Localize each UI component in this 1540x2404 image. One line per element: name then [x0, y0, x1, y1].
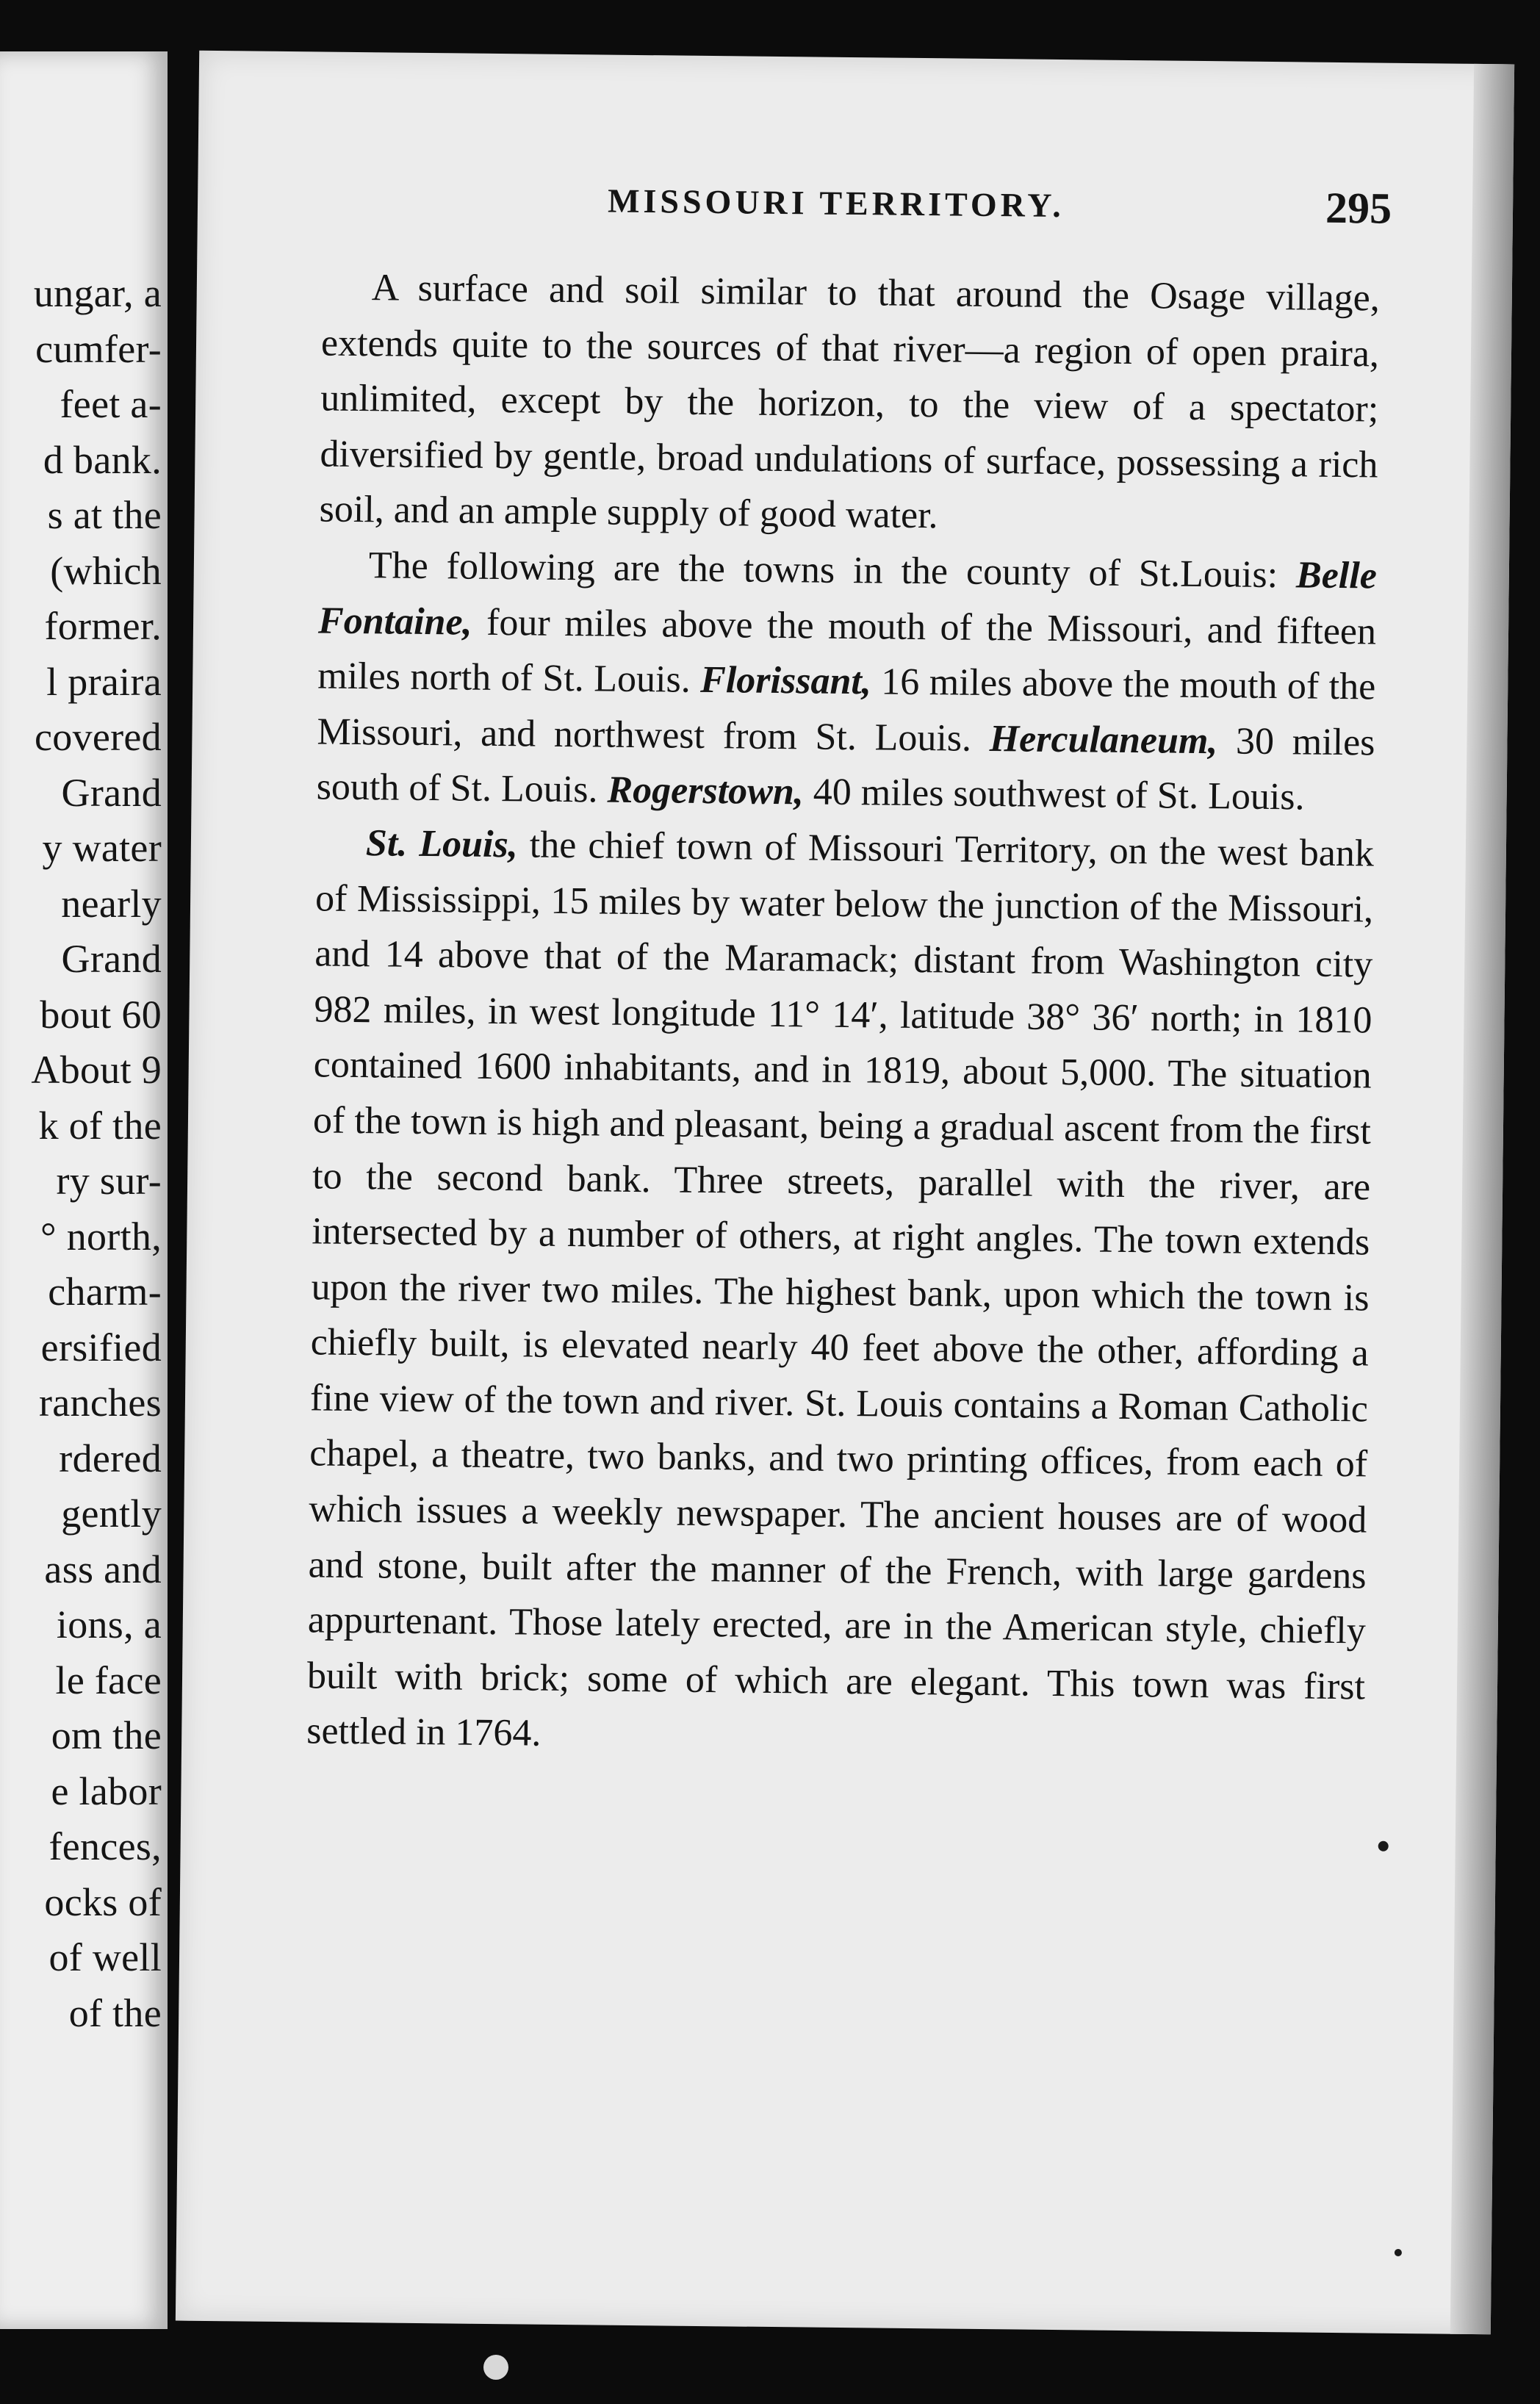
town-name-rogerstown: Rogerstown, — [607, 769, 805, 813]
left-page-line: feet a- — [60, 382, 162, 426]
left-page-line: Grand — [61, 937, 162, 981]
ink-speck — [1378, 1841, 1389, 1851]
main-page — [176, 51, 1514, 2335]
left-page-line: cumfer- — [35, 326, 162, 371]
town-name-herculaneum: Herculaneum, — [989, 717, 1218, 763]
left-facing-page — [0, 51, 168, 2329]
towns-intro: The following are the towns in the county of St.Louis: — [368, 544, 1278, 597]
left-page-line: le face — [55, 1658, 162, 1702]
left-page-line: d bank. — [43, 437, 162, 482]
left-page-line: of well — [48, 1935, 162, 1979]
town-desc-florissant: 16 miles above the mouth of the Missouri, and northwest from St. Louis. — [317, 661, 1376, 760]
town-name-st-louis: St. Louis, — [365, 822, 519, 866]
town-desc-belle-fontaine: four miles above the mouth of the Missouri, and fifteen miles north of St. Louis. — [317, 601, 1377, 701]
left-page-line: charm- — [48, 1270, 162, 1314]
body-text — [306, 259, 1380, 1770]
left-page-line: ° north, — [40, 1214, 162, 1259]
paragraph-st-louis — [306, 815, 1374, 1770]
ink-speck — [1395, 2249, 1402, 2256]
left-page-line: covered — [35, 715, 162, 759]
left-page-line: nearly — [61, 881, 162, 926]
left-page-line: s at the — [47, 493, 162, 537]
left-page-line-fragments — [31, 266, 162, 2041]
paragraph-towns-st-louis-county — [316, 537, 1377, 826]
left-page-line: om the — [51, 1713, 162, 1757]
left-page-line: ions, a — [56, 1602, 162, 1647]
page-header — [198, 177, 1462, 242]
running-head: MISSOURI TERRITORY. — [607, 181, 1065, 225]
st-louis-description: the chief town of Missouri Territory, on the west bank of Mississippi, 15 miles by water below the junction of the Missouri, and 14 above that of the Maramack; distant from Washington city 982 miles, in west longitude 11° 14′, latitude 38° 36′ north; in 1810 contained 1600 inhabitants, and in 1819, about 5,000. The situation of the town is high and pleasant, being a gradual ascent from the first to the second bank. Three streets, parallel with the river, are intersected by a number of others, at right angles. The town extends upon the river two miles. The highest bank, upon which the town is chiefly built, is elevated nearly 40 feet above the other, affording a fine view of the town and river. St. Louis contains a Roman Catholic chapel, a theatre, two banks, and two printing offices, from each of which issues a weekly newspaper. The ancient houses are of wood and stone, built after the manner of the French, with large gardens appurtenant. Those lately erected, are in the American style, chiefly built with brick; some of which are elegant. This town was first settled in 1764. — [306, 824, 1375, 1755]
left-page-line: ungar, a — [33, 271, 162, 315]
left-page-line: ranches — [38, 1381, 162, 1425]
left-page-line: ersified — [40, 1325, 162, 1370]
left-page-line: Grand — [61, 770, 162, 815]
town-desc-rogerstown: 40 miles southwest of St. Louis. — [813, 771, 1305, 818]
left-page-line: ocks of — [44, 1879, 162, 1924]
left-page-line: (which — [50, 548, 162, 593]
left-page-line: l praira — [46, 659, 162, 704]
left-page-line: gently — [61, 1491, 162, 1536]
town-name-belle-fontaine: Belle Fontaine, — [317, 554, 1378, 644]
left-page-line: About 9 — [31, 1048, 162, 1092]
left-page-line: of the — [68, 1990, 162, 2035]
left-page-line: ry sur- — [56, 1159, 162, 1203]
left-page-line: fences, — [48, 1824, 162, 1868]
town-desc-herculaneum: 30 miles south of St. Louis. — [316, 720, 1375, 811]
town-name-florissant: Florissant, — [699, 659, 872, 703]
left-page-line: former. — [44, 604, 162, 648]
paragraph-osage-surface: A surface and soil similar to that around the Osage village, extends quite to the sources of that river—a region of open praira, unlimited, except by the horizon, to the view of a spectator; diversified by gentle, broad undulations of surface, possessing a rich soil, and an ample supply of good water. — [319, 267, 1381, 537]
left-page-line: ass and — [44, 1547, 162, 1591]
left-page-line: y water — [42, 826, 162, 870]
left-page-line: k of the — [38, 1103, 162, 1148]
ink-speck — [483, 2355, 508, 2380]
left-page-line: e labor — [51, 1768, 162, 1813]
left-page-line: rdered — [59, 1436, 162, 1480]
left-page-line: bout 60 — [40, 992, 162, 1037]
page-edge-shadow — [1450, 64, 1514, 2334]
page-number: 295 — [1325, 183, 1392, 233]
